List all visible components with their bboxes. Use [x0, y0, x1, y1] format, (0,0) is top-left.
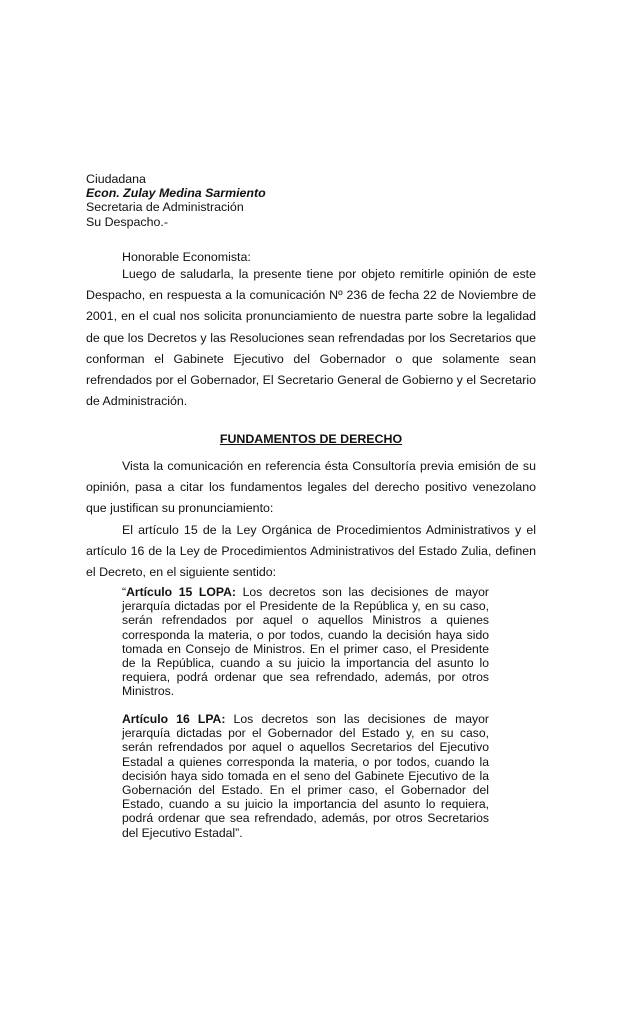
recipient-name: Econ. Zulay Medina Sarmiento	[86, 186, 266, 201]
section-heading: FUNDAMENTOS DE DERECHO	[219, 432, 403, 446]
context-paragraph: Vista la comunicación en referencia ésta Consultoría previa emisión de su opinión, pasa a citar los fundamentos legales del derecho positivo venezolano que justifican su pronunciamiento:	[86, 459, 536, 516]
recipient-greeting: Ciudadana	[86, 172, 146, 186]
salutation: Honorable Economista:	[122, 250, 251, 264]
quote-article-16-label: Artículo 16 LPA:	[122, 712, 226, 726]
quote-article-15	[122, 585, 489, 699]
quote-article-16	[122, 712, 489, 840]
quote-open-mark: “	[122, 585, 127, 599]
quote-article-16-text: Los decretos son las decisiones de mayor jerarquía dictadas por el Gobernador del Estado y, en su caso, serán refrendados por aquel o aquellos Secretarios del Ejecutivo Estadal a quienes corresponda la materia, o por todos, cuando la decisión haya sido tomada en el seno del Gabinete Ejecutivo de la Gobernación del Estado. En el primer caso, el Gobernador del Estado, cuando a su juicio la importancia del asunto lo requiera, podrá ordenar que sea refrendado, además, por otros Secretarios del Ejecutivo Estadal”.	[122, 712, 489, 840]
quote-article-15-label: Artículo 15 LOPA:	[126, 585, 236, 599]
intro-paragraph: Luego de saludarla, la presente tiene por objeto remitirle opinión de este Despacho, en respuesta a la comunicación Nº 236 de fecha 22 de Noviembre de 2001, en el cual nos solicita pronunciamiento de nuestra parte sobre la legalidad de que los Decretos y las Resoluciones sean refrendadas por los Secretarios que conforman el Gabinete Ejecutivo del Gobernador o que solamente sean refrendados por el Gobernador, El Secretario General de Gobierno y el Secretario de Administración.	[86, 267, 536, 409]
recipient-title: Secretaria de Administración	[86, 200, 244, 215]
recipient-block	[86, 172, 266, 229]
quote-article-15-text: Los decretos son las decisiones de mayor jerarquía dictadas por el Presidente de la República y, en su caso, serán refrendados por aquel o aquellos Ministros a quienes corresponda la materia, o por todos, cuando la decisión haya sido tomada en Consejo de Ministros. En el primer caso, el Presidente de la República, cuando a su juicio la importancia del asunto lo requiera, podrá ordenar que sea refrendado, además, por otros Ministros.	[122, 585, 489, 699]
recipient-office: Su Despacho.-	[86, 214, 168, 229]
articles-paragraph: El artículo 15 de la Ley Orgánica de Procedimientos Administrativos y el artículo 16 de la Ley de Procedimientos Administrativos del Estado Zulia, definen el Decreto, en el siguiente sentido:	[86, 523, 536, 580]
